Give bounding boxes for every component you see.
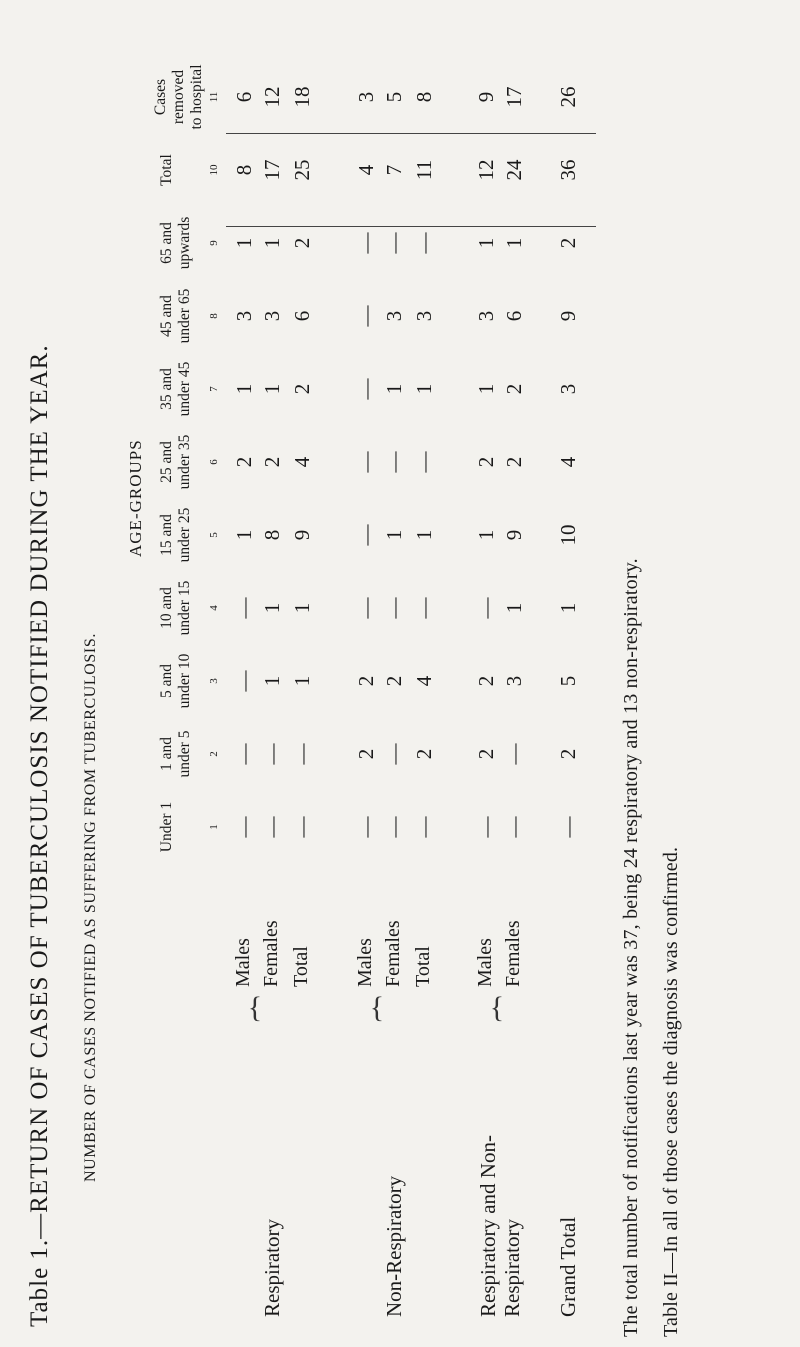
table-cell: — (354, 378, 378, 400)
table-cell: — (412, 597, 436, 619)
table-cell: 2 (354, 675, 378, 687)
table-cell: 1 (260, 237, 284, 249)
table-cell: 2 (412, 748, 436, 760)
column-number: 9 (208, 240, 220, 246)
table-cell: — (382, 743, 406, 765)
column-number: 3 (208, 678, 220, 684)
row-label-total: Total (412, 946, 434, 987)
column-header-65-and-upwards: 65 and upwards (158, 216, 193, 270)
grand-total-label: Grand Total (556, 1216, 580, 1317)
table-title: Table 1.—RETURN OF CASES OF TUBERCULOSIS NOTIFIED DURING THE YEAR. (26, 344, 53, 1327)
column-header-45-and-under-65: 45 and under 65 (158, 288, 193, 344)
table-subtitle: NUMBER OF CASES NOTIFIED AS SUFFERING FROM TUBERCULOSIS. (82, 633, 99, 1182)
grand-total-cell: 2 (556, 748, 580, 760)
table-cell: — (474, 816, 498, 838)
brace-mark: { (489, 990, 505, 1024)
table-cell: 2 (232, 456, 256, 468)
table-cell: 2 (474, 456, 498, 468)
table-cell: 6 (502, 310, 526, 322)
age-groups-heading: AGE-GROUPS (126, 439, 145, 557)
column-number: 1 (208, 824, 220, 830)
table-cell: 2 (290, 237, 314, 249)
table-cell: 1 (502, 602, 526, 614)
row-label-females: Females (382, 920, 404, 987)
footnote-notifications: The total number of notifications last year was 37, being 24 respiratory and 13 non-respiratory. (620, 558, 642, 1337)
table-cell: 2 (290, 383, 314, 395)
table-cell: 1 (412, 529, 436, 541)
table-cell: — (354, 305, 378, 327)
table-cell: 2 (474, 748, 498, 760)
table-cell: 25 (290, 159, 314, 181)
column-number: 4 (208, 605, 220, 611)
table-cell: 1 (382, 529, 406, 541)
column-number: 8 (208, 313, 220, 319)
table-cell: 3 (232, 310, 256, 322)
table-cell: 4 (290, 456, 314, 468)
table-cell: — (412, 451, 436, 473)
column-number: 5 (208, 532, 220, 538)
table-cell: 1 (474, 237, 498, 249)
table-cell: 1 (290, 675, 314, 687)
table-cell: — (474, 597, 498, 619)
table-cell: — (232, 816, 256, 838)
table-cell: 1 (260, 675, 284, 687)
table-cell: 1 (474, 529, 498, 541)
column-header-total: Total (158, 154, 175, 186)
column-header-5-and-under-10: 5 and under 10 (158, 653, 193, 709)
table-cell: 11 (412, 159, 436, 181)
footnote-table-two: Table II—In all of those cases the diagnosis was confirmed. (660, 846, 682, 1337)
table-cell: 5 (382, 91, 406, 103)
table-cell: — (502, 743, 526, 765)
table-cell: 4 (354, 164, 378, 176)
table-cell: 1 (260, 602, 284, 614)
column-header-10-and-under-15: 10 and under 15 (158, 580, 193, 636)
table-cell: 4 (412, 675, 436, 687)
grand-total-cell: 4 (556, 456, 580, 468)
column-header-25-and-under-35: 25 and under 35 (158, 434, 193, 490)
row-label-males: Males (474, 938, 496, 987)
table-cell: 6 (290, 310, 314, 322)
table-cell: 9 (474, 91, 498, 103)
grand-total-cell: 9 (556, 310, 580, 322)
grand-total-cell: 1 (556, 602, 580, 614)
table-cell: 3 (502, 675, 526, 687)
grand-total-cell: 10 (556, 524, 580, 546)
table-cell: 12 (260, 86, 284, 108)
column-header-cases-removed-to-hospital: Cases removed to hospital (152, 64, 205, 130)
table-cell: 1 (260, 383, 284, 395)
column-header-1-and-under-5: 1 and under 5 (158, 730, 193, 778)
grand-total-cell: 26 (556, 86, 580, 108)
table-cell: — (232, 743, 256, 765)
grand-total-cell: 5 (556, 675, 580, 687)
brace-mark: { (247, 990, 263, 1024)
table-cell: 2 (382, 675, 406, 687)
column-header-35-and-under-45: 35 and under 45 (158, 361, 193, 417)
table-cell: 3 (382, 310, 406, 322)
column-header-under-1: Under 1 (158, 801, 175, 853)
table-cell: — (412, 232, 436, 254)
table-cell: 6 (232, 91, 256, 103)
table-cell: 9 (502, 529, 526, 541)
table-cell: 17 (502, 86, 526, 108)
table-cell: — (382, 232, 406, 254)
table-cell: 2 (260, 456, 284, 468)
table-cell: — (232, 670, 256, 692)
column-number: 6 (208, 459, 220, 465)
row-label-total: Total (290, 946, 312, 987)
table-cell: 3 (412, 310, 436, 322)
table-cell: — (290, 743, 314, 765)
table-cell: 2 (354, 748, 378, 760)
table-cell: 3 (354, 91, 378, 103)
column-divider (226, 226, 596, 227)
table-cell: 8 (260, 529, 284, 541)
table-cell: 9 (290, 529, 314, 541)
grand-total-cell: 2 (556, 237, 580, 249)
table-cell: — (354, 451, 378, 473)
grand-total-cell: 36 (556, 159, 580, 181)
table-cell: 8 (412, 91, 436, 103)
table-cell: — (354, 524, 378, 546)
column-number: 11 (208, 91, 220, 103)
table-cell: 1 (474, 383, 498, 395)
grand-total-cell: — (556, 816, 580, 838)
row-group-non-respiratory: Non-Respiratory (382, 1175, 406, 1317)
table-cell: — (354, 232, 378, 254)
table-cell: — (412, 816, 436, 838)
table-cell: 18 (290, 86, 314, 108)
table-cell: — (382, 451, 406, 473)
table-cell: 8 (232, 164, 256, 176)
table-cell: — (260, 743, 284, 765)
row-group-respiratory-and-non-respiratory: Respiratory and Non-Respiratory (476, 1135, 524, 1317)
brace-mark: { (369, 990, 385, 1024)
table-cell: 24 (502, 159, 526, 181)
table-cell: 1 (412, 383, 436, 395)
table-cell: 17 (260, 159, 284, 181)
table-cell: — (260, 816, 284, 838)
grand-total-cell: 3 (556, 383, 580, 395)
column-header-15-and-under-25: 15 and under 25 (158, 507, 193, 563)
column-number: 7 (208, 386, 220, 392)
table-cell: — (290, 816, 314, 838)
table-cell: 1 (232, 529, 256, 541)
table-cell: 1 (290, 602, 314, 614)
table-cell: 1 (232, 237, 256, 249)
table-cell: 3 (474, 310, 498, 322)
table-cell: 2 (474, 675, 498, 687)
table-cell: 1 (382, 383, 406, 395)
table-cell: 7 (382, 164, 406, 176)
row-label-males: Males (232, 938, 254, 987)
row-label-females: Females (260, 920, 282, 987)
table-cell: 2 (502, 456, 526, 468)
table-cell: 2 (502, 383, 526, 395)
table-cell: — (382, 816, 406, 838)
table-cell: — (354, 816, 378, 838)
table-cell: 1 (232, 383, 256, 395)
table-cell: — (382, 597, 406, 619)
column-divider (226, 133, 596, 134)
table-cell: 1 (502, 237, 526, 249)
column-number: 10 (208, 164, 220, 176)
table-cell: — (502, 816, 526, 838)
column-number: 2 (208, 751, 220, 757)
table-cell: 12 (474, 159, 498, 181)
row-label-females: Females (502, 920, 524, 987)
table-cell: — (354, 597, 378, 619)
table-cell: 3 (260, 310, 284, 322)
table-cell: — (232, 597, 256, 619)
row-group-respiratory: Respiratory (260, 1219, 284, 1317)
row-label-males: Males (354, 938, 376, 987)
